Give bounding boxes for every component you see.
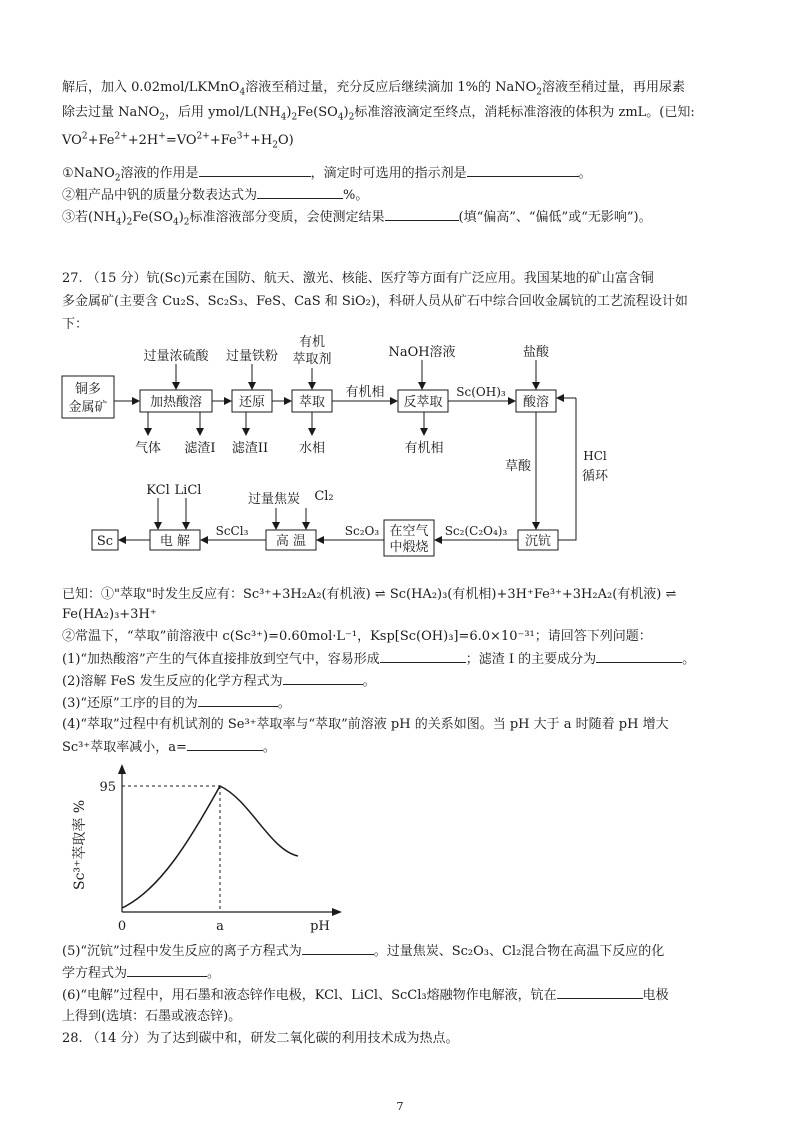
x-axis-label: pH [310,919,330,934]
y-tick-95: 95 [99,780,116,795]
label-orgphase: 有机相 [345,385,385,400]
answer-blank[interactable] [557,986,643,999]
text: O) [277,133,294,148]
text: 。 [207,966,221,981]
text: 。 [362,674,376,689]
text: 溶液至稍过量，再用尿素 [541,80,685,95]
text-line: 解后，加入 0.02mol/LKMnO$_4$溶液至稍过量，充分反应后继续滴加 1%的 NaNO$_2$溶液至稍过量，再用尿素 [62,80,685,98]
text: 。 [578,166,592,181]
question-line: ③若$(NH_4)_2Fe(SO_4)_2$标准溶液部分变质，会使测定结果 (填“偏高”、“偏低”或“无影响”)。 [62,210,652,228]
label-fe: 过量铁粉 [225,349,279,364]
sub-question-1 [62,650,695,669]
label-res2: 滤渣II [231,441,269,456]
q27-intro: 下： [62,317,89,332]
label-cl2: Cl₂ [314,489,334,504]
answer-blank[interactable] [199,164,311,177]
text: 。过量焦炭、Sc₂O₃、Cl₂混合物在高温下反应的化 [373,944,665,959]
text: %。 [343,188,369,203]
label-h2so4: 过量浓硫酸 [143,349,209,364]
sub-question-4b [62,738,276,757]
label-scoh: Sc(OH)₃ [456,385,506,399]
label-back: 反萃取 [403,395,443,410]
q27-intro: 27. （15 分）钪(Sc)元素在国防、航天、激光、核能、医疗等方面有广泛应用。我国某地的矿山富含铜 [62,271,654,286]
q27-intro: 多金属矿(主要含 Cu₂S、Sc₂S₃、FeS、CaS 和 SiO₂)，科研人员从矿石中综合回收金属钪的工艺流程设计如 [62,294,688,309]
text: 解后，加入 0.02mol/LKMnO [62,80,240,95]
text: 溶液的作用是 [120,166,199,181]
label-acid: 酸溶 [522,395,550,410]
sub-question-3 [62,694,291,713]
text: VO [62,133,82,148]
question-line [62,186,368,205]
label-kcl: KCl [146,483,170,498]
answer-blank[interactable] [283,672,363,685]
text: 。 [682,652,696,667]
text: (1)“加热酸溶”产生的气体直接排放到空气中，容易形成 [62,652,380,667]
sub-question-5 [62,942,664,961]
label-sc2o3: Sc₂O₃ [344,524,380,538]
label-oxalic: 草酸 [504,459,532,474]
text: 除去过量 NaNO [62,105,160,120]
answer-blank[interactable] [596,650,682,663]
series-line [122,786,298,908]
sub-question-6 [62,986,669,1005]
answer-blank[interactable] [380,650,466,663]
text: (3)“还原”工序的目的为 [62,696,198,711]
extraction-rate-chart [60,760,360,940]
known-2: ②常温下，“萃取”前溶液中 c(Sc³⁺)=0.60mol·L⁻¹，Ksp[Sc(OH)₃]=6.0×10⁻³¹；请回答下列问题： [62,629,652,644]
label-elec: 电 解 [159,534,191,549]
axes [118,764,342,916]
text: 溶液至稍过量，充分反应后继续滴加 1%的 NaNO [245,80,537,95]
text: Sc³⁺萃取率减小，a= [62,740,187,755]
text: ③若(NH [62,210,116,225]
label-ore: 铜多 [74,382,102,397]
label-heat: 加热酸溶 [149,395,203,410]
known-1b: Fe(HA₂)₃+3H⁺ [62,607,157,622]
label-sccl3: ScCl₃ [215,524,249,538]
label-water: 水相 [298,441,326,456]
label-org: 萃取剂 [292,352,332,367]
text: 。 [262,740,276,755]
answer-blank[interactable] [127,964,207,977]
label-licl: LiCl [174,483,202,498]
x-tick-a: a [216,919,224,934]
text: ，后用 ymol/L(NH [165,105,281,120]
page-number: 7 [396,1100,404,1113]
text: (5)“沉钪”过程中发生反应的离子方程式为 [62,944,302,959]
text: (填“偏高”、“偏低”或“无影响”)。 [458,210,652,225]
label-reduce: 还原 [238,395,266,410]
text: Fe(SO [297,105,338,120]
text: (2)溶解 FeS 发生反应的化学方程式为 [62,674,283,689]
label-gas: 气体 [134,441,162,456]
label-scox: Sc₂(C₂O₄)₃ [444,524,508,538]
text: (6)“电解”过程中，用石墨和液态锌作电极，KCl、LiCl、ScCl₃熔融物作电解液，钪在 [62,988,557,1003]
label-burn: 在空气 [389,524,429,539]
text: ①NaNO [62,166,115,181]
sub-question-5b [62,964,220,983]
text: 标准溶液部分变质，会使测定结果 [189,210,385,225]
label-sc: Sc [96,534,114,549]
text: ，滴定时可选用的指示剂是 [310,166,467,181]
label-res1: 滤渣I [184,441,216,456]
text: +Fe [209,133,237,148]
label-naoh: NaOH溶液 [388,345,456,360]
text: 电极 [642,988,669,1003]
text: 标准溶液滴定至终点，消耗标准溶液的体积为 zmL。(已知: [354,105,695,120]
answer-blank[interactable] [187,738,263,751]
sub-question-2 [62,672,376,691]
answer-blank[interactable] [385,208,459,221]
known-1: 已知：①"萃取"时发生反应有：Sc³⁺+3H₂A₂(有机液) ⇌ Sc(HA₂)₃(有机相)+3H⁺Fe³⁺+3H₂A₂(有机液) ⇌ [62,587,677,602]
text: +2H [127,133,159,148]
question-line: ①NaNO$_2$溶液的作用是 ，滴定时可选用的指示剂是 。 [62,166,592,184]
label-burn: 中煅烧 [389,540,429,555]
label-coke: 过量焦炭 [247,492,301,507]
text: 。 [277,696,291,711]
label-hightemp: 高 温 [275,534,307,549]
sub-question-6b: 上得到(选填：石墨或液态锌)。 [62,1009,242,1024]
x-tick-0: 0 [117,919,127,934]
label-orgphase2: 有机相 [404,441,444,456]
label-ore: 金属矿 [68,400,108,415]
answer-blank[interactable] [257,186,343,199]
answer-blank[interactable] [302,942,374,955]
process-flowchart [60,330,700,560]
sub-question-4: (4)“萃取”过程中有机试剂的 Se³⁺萃取率与“萃取”前溶液 pH 的关系如图。当 pH 大于 a 时随着 pH 增大 [62,717,669,732]
equation-line: $VO^2+Fe^{2+}+2H^+=VO^{2+}+Fe^{3+}+H_2O$) [62,131,294,151]
label-hcl: 盐酸 [522,345,550,360]
label-org: 有机 [298,335,326,350]
label-hcl2: HCl [583,449,607,463]
answer-blank[interactable] [198,694,278,707]
text: 学方程式为 [62,966,128,981]
label-cycle: 循环 [581,469,609,484]
y-axis-label: Sc³⁺萃取率 % [72,799,88,890]
text: ②粗产品中钒的质量分数表达式为 [62,188,258,203]
text: +H [250,133,273,148]
text: ；滤渣 I 的主要成分为 [465,652,597,667]
answer-blank[interactable] [467,164,579,177]
text: =VO [165,133,197,148]
text: Fe(SO [132,210,173,225]
text: +Fe [87,133,115,148]
q28-intro: 28. （14 分）为了达到碳中和，研发二氧化碳的利用技术成为热点。 [62,1031,459,1046]
text-line: 除去过量 NaNO$_2$，后用 ymol/$L(NH_4)_2Fe(SO_4)_2$标准溶液滴定至终点，消耗标准溶液的体积为 zmL。(已知: [62,105,695,123]
label-precip: 沉钪 [524,534,552,549]
label-extract: 萃取 [298,395,326,410]
